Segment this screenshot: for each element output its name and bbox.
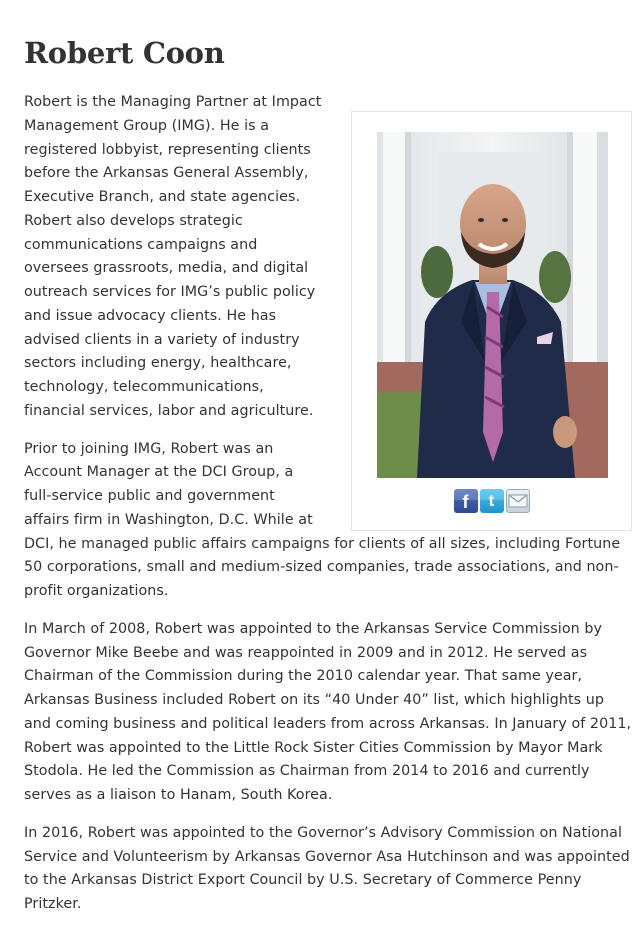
profile-photo: [377, 132, 608, 478]
bio-paragraph-3: In March of 2008, Robert was appointed to the Arkansas Service Commission by Governor Mike Beebe and was reappointed in 2009 and in 2012. He served as Chairman of the Commission during the 2010 calendar year. That same year, Arkansas Business included Robert on its “40 Under 40” list, which highlights up and coming business and political leaders from across Arkansas. In January of 2011, Robert was appointed to the Little Rock Sister Cities Commission by Mayor Mark Stodola. He led the Commission as Chairman from 2014 to 2016 and currently serves as a liaison to Hanam, South Korea.: [24, 620, 632, 803]
email-icon[interactable]: [506, 489, 530, 513]
bio-paragraph-4: In 2016, Robert was appointed to the Governor’s Advisory Commission on National Service and Volunteerism by Arkansas Governor Asa Hutchinson and was appointed to the Arkansas District Export Council by U.S. Secretary of Commerce Penny Pritzker.: [24, 824, 630, 912]
envelope-icon: [508, 494, 528, 508]
facebook-icon[interactable]: f: [454, 489, 478, 513]
bio-content: [24, 91, 632, 931]
page-title: Robert Coon: [24, 36, 225, 70]
photo-card: [351, 111, 632, 531]
twitter-icon[interactable]: t: [480, 489, 504, 513]
bio-paragraph-1: Robert is the Managing Partner at Impact Management Group (IMG). He is a registered lobbyist, representing clients before the Arkansas General Assembly, Executive Branch, and state agencies. Robert also develops strategic communications campaigns and oversees grassroots, media, and digital outreach services for IMG’s public policy and issue advocacy clients. He has advised clients in a variety of industry sectors including energy, healthcare, technology, telecommunications, financial services, labor and agriculture.: [24, 94, 322, 419]
share-buttons: [352, 489, 631, 513]
bio-paragraph-2: Prior to joining IMG, Robert was an Account Manager at the DCI Group, a full-service public and government affairs firm in Washington, D.C. While at DCI, he managed public affairs campaigns for clients of all sizes, including Fortune 50 corporations, small and medium-sized companies, trade associations, and non-profit organizations.: [24, 440, 621, 599]
